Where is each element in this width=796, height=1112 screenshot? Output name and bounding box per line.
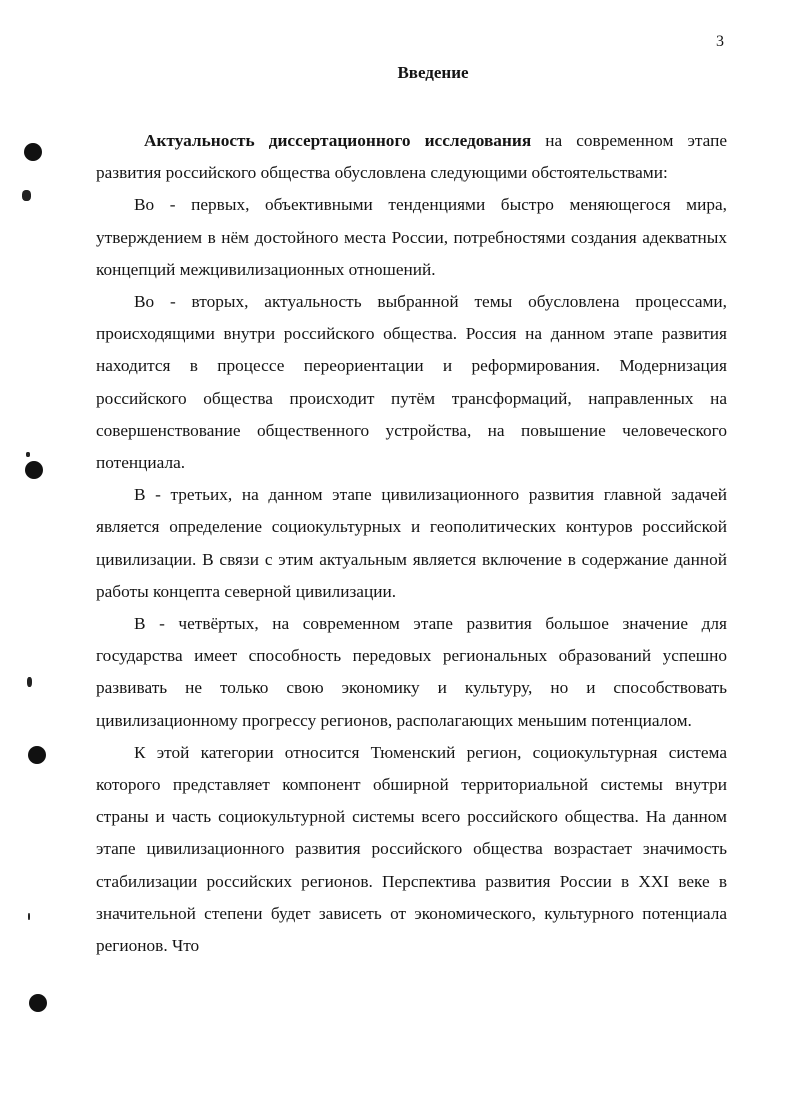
document-body xyxy=(96,125,727,962)
punch-hole xyxy=(25,461,43,479)
paragraph-tyumen-region: К этой категории относится Тюменский регион, социокультурная система которого представляет компонент обширной территориальной системы внутри страны и часть социокультурной системы всего российского общества. На данном этапе цивилизационного развития российского общества возрастает значимость стабилизации российских регионов. Перспектива развития России в XXI веке в значительной степени будет зависеть от экономического, культурного потенциала регионов. Что xyxy=(96,742,727,956)
paragraph-third-reason: В - третьих, на данном этапе цивилизационного развития главной задачей является определение социокультурных и геополитических контуров российской цивилизации. В связи с этим актуальным является включение в содержание данной работы концепта северной цивилизации. xyxy=(96,485,727,601)
paragraph-first-reason: Во - первых, объективными тенденциями быстро меняющегося мира, утверждением в нём достойного места России, потребностями создания адекватных концепций межцивилизационных отношений. xyxy=(96,195,727,279)
paragraph-fourth-reason: В - четвёртых, на современном этапе развития большое значение для государства имеет способность передовых региональных образований успешно развивать не только свою экономику и культуру, но и способствовать цивилизационному прогрессу регионов, располагающих меньшим потенциалом. xyxy=(96,614,727,730)
intro-paragraph xyxy=(96,125,727,189)
page-title: Введение xyxy=(397,63,469,82)
punch-hole xyxy=(24,143,42,161)
page-number: 3 xyxy=(716,33,724,50)
intro-lead-rest: на современном этапе развития российского общества обусловлена следующими обстоятельствами: xyxy=(96,131,727,183)
scan-speck xyxy=(26,452,30,457)
paragraph-second-reason: Во - вторых, актуальность выбранной темы обусловлена процессами, происходящими внутри российского общества. Россия на данном этапе развития находится в процессе переориентации и реформирования. Модернизация российского общества происходит путём трансформаций, направленных на совершенствование общественного устройства, на повышение человеческого потенциала. xyxy=(96,292,727,473)
punch-hole xyxy=(28,746,46,764)
punch-hole xyxy=(29,994,47,1012)
scan-speck xyxy=(28,913,30,920)
intro-lead-bold: Актуальность диссертационного исследования xyxy=(144,131,532,150)
scan-speck xyxy=(22,190,31,201)
scan-speck xyxy=(27,677,32,687)
